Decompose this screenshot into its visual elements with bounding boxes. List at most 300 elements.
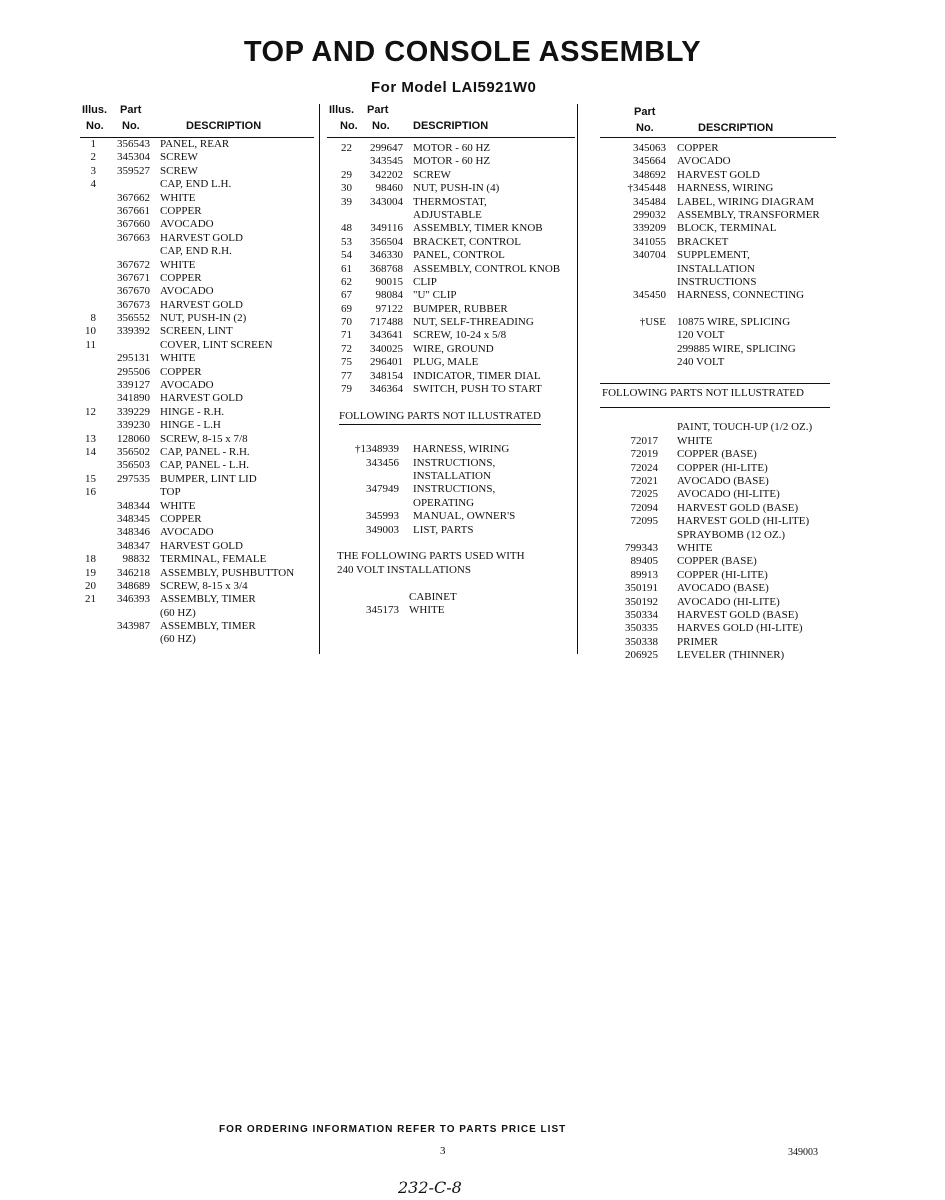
part-number: 356502 [117, 445, 150, 458]
part-number: 345993 [366, 510, 399, 523]
illus-number: 79 [341, 383, 352, 396]
part-number: 350334 [625, 608, 658, 621]
part-description: NUT, PUSH-IN (2) [160, 312, 247, 325]
part-row [80, 312, 314, 325]
part-number: 297535 [117, 472, 150, 485]
page-number: 3 [440, 1145, 446, 1157]
part-description: WHITE [677, 541, 713, 554]
illus-number: 75 [341, 356, 352, 369]
part-row [327, 510, 575, 523]
part-number: 345450 [633, 289, 666, 302]
part-number: 72095 [630, 515, 658, 528]
part-row [327, 443, 575, 456]
illus-number: 8 [90, 312, 96, 325]
illus-number: 19 [85, 566, 96, 579]
part-description: LEVELER (THINNER) [677, 649, 785, 662]
part-description: SCREW, 8-15 x 3/4 [160, 579, 248, 592]
part-number: 343004 [370, 195, 403, 208]
illus-number: 20 [85, 579, 96, 592]
part-description: MANUAL, OWNER'S [413, 510, 516, 523]
part-description: SCREW [413, 168, 451, 181]
header-rule [327, 137, 575, 138]
part-description: HARNESS, WIRING [413, 443, 510, 456]
part-row [80, 620, 314, 633]
part-row [600, 462, 836, 475]
part-row [80, 165, 314, 178]
part-number: 341890 [117, 392, 150, 405]
column-1 [80, 100, 314, 647]
part-description: CAP, PANEL - L.H. [160, 459, 250, 472]
illus-number: 39 [341, 195, 352, 208]
part-description: INSTRUCTIONS, [413, 456, 496, 469]
part-row [600, 569, 836, 582]
part-description: HARVEST GOLD (BASE) [677, 608, 799, 621]
part-number: 356543 [117, 138, 150, 150]
part-row [600, 435, 836, 448]
cabinet-row: 345173 WHITE [366, 603, 445, 616]
part-number: 72021 [630, 474, 658, 487]
part-row [600, 196, 836, 209]
part-row [600, 289, 836, 302]
part-description: INDICATOR, TIMER DIAL [413, 369, 541, 382]
part-row [327, 370, 575, 383]
part-row [600, 582, 836, 595]
part-no-label: No. [372, 120, 390, 132]
part-row [80, 553, 314, 566]
illus-number: 15 [85, 472, 96, 485]
part-row [80, 500, 314, 513]
part-row [327, 457, 575, 470]
part-number: †1348939 [355, 443, 399, 456]
part-number: 367663 [117, 231, 150, 244]
part-number: 339209 [633, 222, 666, 235]
part-row [80, 285, 314, 298]
column-1-rows [80, 138, 314, 647]
part-description: WHITE [160, 191, 196, 204]
part-label: Part [367, 104, 389, 116]
part-description: SWITCH, PUSH TO START [413, 383, 542, 396]
part-description: ADJUSTABLE [413, 208, 482, 221]
part-row [600, 155, 836, 168]
description-label: DESCRIPTION [413, 120, 489, 132]
part-number: 356504 [370, 235, 403, 248]
part-number: 345304 [117, 151, 150, 164]
part-row [327, 356, 575, 369]
column-2 [327, 100, 575, 617]
part-row [600, 596, 836, 609]
part-description: HARVEST GOLD [677, 168, 760, 181]
part-row [600, 182, 836, 195]
illus-number: 30 [341, 182, 352, 195]
part-row [327, 316, 575, 329]
illus-label: Illus. [82, 104, 108, 116]
part-description: TERMINAL, FEMALE [160, 553, 267, 566]
part-number: 350191 [625, 582, 658, 595]
illus-number: 54 [341, 249, 352, 262]
column-3-header [600, 100, 836, 138]
part-row [80, 473, 314, 486]
part-description: PANEL, CONTROL [413, 249, 505, 262]
part-number: 295131 [117, 352, 150, 365]
part-row [600, 502, 836, 515]
part-number: 368768 [370, 262, 403, 275]
part-description: MOTOR - 60 HZ [413, 142, 491, 154]
illus-number: 48 [341, 222, 352, 235]
part-number: 347949 [366, 483, 399, 496]
part-description: HARVEST GOLD [160, 392, 243, 405]
part-description: COVER, LINT SCREEN [160, 338, 273, 351]
part-description: PAINT, TOUCH-UP (1/2 OZ.) [677, 421, 813, 434]
illus-number: 14 [85, 445, 96, 458]
not-illustrated-heading: FOLLOWING PARTS NOT ILLUSTRATED [600, 383, 830, 408]
part-row [600, 555, 836, 568]
part-row [80, 339, 314, 352]
page-title: TOP AND CONSOLE ASSEMBLY [243, 36, 702, 68]
part-row [327, 222, 575, 235]
part-number: 367662 [117, 191, 150, 204]
part-row [80, 419, 314, 432]
part-row [80, 178, 314, 191]
part-number: 367672 [117, 258, 150, 271]
part-row [600, 263, 836, 276]
part-number: 346330 [370, 249, 403, 262]
column-2-header [327, 100, 575, 138]
part-description: SCREW [160, 151, 198, 164]
part-number: 97122 [375, 302, 403, 315]
part-row [600, 276, 836, 289]
part-number: 345484 [633, 195, 666, 208]
part-description: COPPER (HI-LITE) [677, 568, 768, 581]
part-row [80, 459, 314, 472]
part-description: AVOCADO [677, 155, 731, 168]
part-row [327, 303, 575, 316]
part-row [80, 406, 314, 419]
part-description: COPPER [160, 512, 202, 525]
part-number: 345664 [633, 155, 666, 168]
part-number: 343641 [370, 329, 403, 342]
part-description: ASSEMBLY, TIMER KNOB [413, 222, 543, 235]
illus-number: 67 [341, 289, 352, 302]
part-row [80, 352, 314, 365]
part-number: 717488 [370, 316, 403, 329]
part-number: 799343 [625, 541, 658, 554]
part-description: CAP, END L.H. [160, 178, 232, 191]
part-description: WHITE [677, 434, 713, 447]
part-number: 348344 [117, 499, 150, 512]
part-description: COPPER [160, 271, 202, 284]
part-description: HARNESS, WIRING [677, 182, 774, 195]
part-number: 128060 [117, 432, 150, 445]
part-number: 72017 [630, 434, 658, 447]
part-row [600, 542, 836, 555]
part-description: LABEL, WIRING DIAGRAM [677, 195, 814, 208]
part-row [80, 392, 314, 405]
part-description: SCREEN, LINT [160, 325, 233, 338]
part-number: 339127 [117, 379, 150, 392]
part-number: 72025 [630, 488, 658, 501]
part-no-label: No. [122, 120, 140, 132]
part-number: †USE [639, 316, 666, 329]
part-number: 296401 [370, 356, 403, 369]
part-description: LIST, PARTS [413, 523, 474, 536]
part-description: BUMPER, LINT LID [160, 472, 257, 485]
part-description: HINGE - L.H [160, 419, 221, 432]
part-description: HARNESS, CONNECTING [677, 289, 805, 302]
illus-number: 4 [90, 178, 96, 191]
part-description: PLUG, MALE [413, 356, 479, 369]
part-description: 120 VOLT [677, 329, 725, 342]
part-row [327, 249, 575, 262]
part-description: WIRE, GROUND [413, 342, 494, 355]
part-row [600, 448, 836, 461]
part-description: AVOCADO [160, 218, 214, 231]
part-description: AVOCADO [160, 379, 214, 392]
part-description: INSTRUCTIONS [677, 275, 757, 288]
description-label: DESCRIPTION [698, 122, 774, 134]
part-number: 348346 [117, 526, 150, 539]
part-number: 367661 [117, 204, 150, 217]
part-row [80, 272, 314, 285]
part-row [600, 475, 836, 488]
illus-number: 12 [85, 405, 96, 418]
part-row [80, 593, 314, 606]
illus-number: 29 [341, 168, 352, 181]
illus-number: 3 [90, 164, 96, 177]
part-row [80, 379, 314, 392]
part-description: ASSEMBLY, CONTROL KNOB [413, 262, 561, 275]
part-number: 299647 [370, 142, 403, 154]
part-row [600, 421, 836, 434]
part-description: AVOCADO (HI-LITE) [677, 488, 780, 501]
part-description: NUT, SELF-THREADING [413, 316, 534, 329]
part-row [327, 329, 575, 342]
part-number: 346218 [117, 566, 150, 579]
column-3-rows [600, 142, 836, 370]
part-description: WHITE [160, 258, 196, 271]
part-description: 10875 WIRE, SPLICING [677, 316, 791, 329]
part-number: 72094 [630, 501, 658, 514]
part-row [600, 142, 836, 155]
part-description: CLIP [413, 275, 437, 288]
part-row [600, 529, 836, 542]
part-description: CAP, PANEL - R.H. [160, 445, 250, 458]
part-description: WHITE [160, 352, 196, 365]
document-number: 349003 [788, 1147, 818, 1158]
part-number: †345448 [627, 182, 666, 195]
part-row [80, 567, 314, 580]
part-row [600, 649, 836, 662]
illus-number: 61 [341, 262, 352, 275]
part-number: 72024 [630, 461, 658, 474]
part-number: 345063 [633, 142, 666, 154]
part-number: 295506 [117, 365, 150, 378]
part-description: SCREW [160, 164, 198, 177]
part-description: AVOCADO (BASE) [677, 474, 769, 487]
240-volt-heading-2: 240 VOLT INSTALLATIONS [337, 563, 471, 576]
part-row [327, 263, 575, 276]
part-number: 349003 [366, 523, 399, 536]
part-row [327, 343, 575, 356]
part-description: INSTRUCTIONS, [413, 483, 496, 496]
part-description: COPPER [160, 365, 202, 378]
part-description: SUPPLEMENT, [677, 249, 750, 262]
part-number: 367660 [117, 218, 150, 231]
part-description: ASSEMBLY, TRANSFORMER [677, 208, 820, 221]
part-number: 341055 [633, 235, 666, 248]
illus-number: 1 [90, 138, 96, 150]
part-description: WHITE [160, 499, 196, 512]
part-number: 349116 [370, 222, 403, 235]
description-label: DESCRIPTION [186, 120, 262, 132]
240-volt-heading: THE FOLLOWING PARTS USED WITH [337, 550, 525, 563]
part-row [80, 232, 314, 245]
part-number: 72019 [630, 448, 658, 461]
column-1-header [80, 100, 314, 138]
part-row [80, 151, 314, 164]
part-row [327, 142, 575, 155]
part-row [80, 526, 314, 539]
part-row [600, 222, 836, 235]
part-number: 350335 [625, 622, 658, 635]
part-row [327, 182, 575, 195]
part-description: 240 VOLT [677, 356, 725, 369]
illus-number: 16 [85, 486, 96, 499]
part-number: 356552 [117, 312, 150, 325]
part-description: AVOCADO [160, 285, 214, 298]
part-number: 340704 [633, 249, 666, 262]
part-description: PRIMER [677, 635, 718, 648]
part-number: 339392 [117, 325, 150, 338]
column-3 [600, 100, 836, 662]
part-number: 346393 [117, 593, 150, 606]
part-description: OPERATING [413, 496, 475, 509]
part-number: 89913 [630, 568, 658, 581]
illus-number: 70 [341, 316, 352, 329]
part-number: 89405 [630, 555, 658, 568]
not-illustrated-heading: FOLLOWING PARTS NOT ILLUSTRATED [327, 410, 575, 430]
illus-number: 53 [341, 235, 352, 248]
part-number: 343456 [366, 456, 399, 469]
part-row [80, 325, 314, 338]
part-description: 299885 WIRE, SPLICING [677, 342, 796, 355]
part-row [327, 524, 575, 537]
ordering-info-footer: FOR ORDERING INFORMATION REFER TO PARTS PRICE LIST [219, 1124, 567, 1135]
part-row [600, 249, 836, 262]
part-row [80, 245, 314, 258]
part-number: 98084 [375, 289, 403, 302]
part-row [327, 155, 575, 168]
part-row [80, 138, 314, 151]
part-number: 339230 [117, 419, 150, 432]
part-row [600, 209, 836, 222]
header-rule [600, 137, 836, 138]
illus-number: 71 [341, 329, 352, 342]
part-label: Part [120, 104, 142, 116]
part-description: COPPER (BASE) [677, 448, 757, 461]
illus-number: 72 [341, 342, 352, 355]
model-subtitle: For Model LAI5921W0 [371, 79, 537, 96]
part-number: 343987 [117, 620, 150, 633]
part-row [327, 289, 575, 302]
handwritten-note: 232-C-8 [398, 1178, 462, 1197]
part-row [80, 192, 314, 205]
part-number: 98460 [375, 182, 403, 195]
part-description: BLOCK, TERMINAL [677, 222, 777, 235]
part-row [80, 446, 314, 459]
part-description: COPPER [160, 204, 202, 217]
part-description: ASSEMBLY, TIMER [160, 620, 256, 633]
illus-label: Illus. [329, 104, 355, 116]
part-row [600, 236, 836, 249]
part-row [600, 329, 836, 342]
part-number: 350192 [625, 595, 658, 608]
part-number: 348347 [117, 539, 150, 552]
part-number: 367670 [117, 285, 150, 298]
part-description: "U" CLIP [413, 289, 457, 302]
part-description: CAP, END R.H. [160, 245, 232, 258]
part-description: AVOCADO (HI-LITE) [677, 595, 780, 608]
part-row [600, 609, 836, 622]
illus-number: 69 [341, 302, 352, 315]
part-number: 299032 [633, 208, 666, 221]
part-row [600, 515, 836, 528]
part-description: HARVEST GOLD (HI-LITE) [677, 515, 810, 528]
part-description: AVOCADO (BASE) [677, 582, 769, 595]
part-row [80, 299, 314, 312]
part-description: TOP [160, 486, 181, 499]
part-description: PANEL, REAR [160, 138, 230, 150]
illus-number: 21 [85, 593, 96, 606]
part-row [327, 470, 575, 483]
illus-number: 2 [90, 151, 96, 164]
illus-number: 13 [85, 432, 96, 445]
part-description: (60 HZ) [160, 606, 196, 619]
part-number: 339229 [117, 405, 150, 418]
illus-number: 10 [85, 325, 96, 338]
part-row [327, 169, 575, 182]
part-description: MOTOR - 60 HZ [413, 155, 491, 168]
part-number: 206925 [625, 649, 658, 662]
part-number: 348692 [633, 168, 666, 181]
part-row [600, 169, 836, 182]
part-description: COPPER (BASE) [677, 555, 757, 568]
part-description: BRACKET, CONTROL [413, 235, 521, 248]
part-description: INSTALLATION [413, 469, 491, 482]
part-row [80, 218, 314, 231]
part-description: (60 HZ) [160, 633, 196, 646]
part-row [80, 433, 314, 446]
part-number: 367671 [117, 271, 150, 284]
part-row [600, 343, 836, 356]
part-row [80, 607, 314, 620]
part-row [600, 303, 836, 316]
illus-number: 11 [85, 338, 96, 351]
part-row [600, 488, 836, 501]
part-number: 348345 [117, 512, 150, 525]
part-description: SCREW, 8-15 x 7/8 [160, 432, 248, 445]
column-divider [319, 104, 320, 654]
part-description: HINGE - R.H. [160, 405, 225, 418]
part-number: 346364 [370, 383, 403, 396]
part-row [80, 366, 314, 379]
part-description: COPPER (HI-LITE) [677, 461, 768, 474]
part-description: COPPER [677, 142, 719, 154]
part-row [327, 276, 575, 289]
part-row [80, 205, 314, 218]
no-label: No. [340, 120, 358, 132]
part-description: BRACKET [677, 235, 729, 248]
column-divider-2 [577, 104, 578, 654]
